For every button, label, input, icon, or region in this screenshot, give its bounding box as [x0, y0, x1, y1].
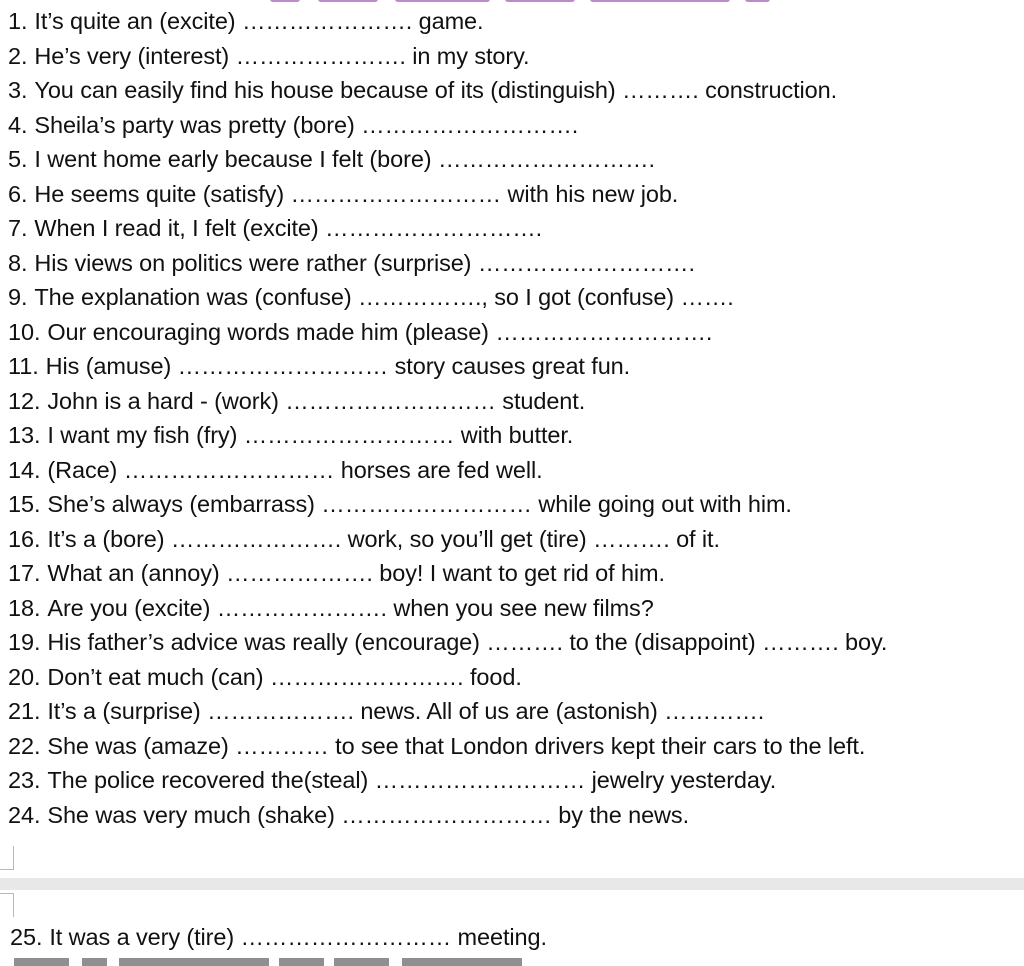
item-text: His (amuse) ……………………… story causes great fun.: [45, 353, 631, 379]
item-number: 24.: [8, 801, 41, 828]
item-text: You can easily find his house because of its (distinguish) ………. construction.: [34, 77, 838, 103]
item-text: It was a very (tire) ……………………… meeting.: [49, 924, 547, 950]
item-text: She’s always (embarrass) ……………………… while going out with him.: [47, 491, 792, 517]
exercise-item-5: [8, 142, 1018, 177]
exercise-item-1: [8, 4, 1018, 39]
item-number: 5.: [8, 146, 28, 172]
item-number: 3.: [8, 77, 28, 103]
item-number: 11.: [8, 353, 39, 379]
item-number: 9.: [8, 284, 28, 310]
item-text: The explanation was (confuse) ……………., so I got (confuse) …….: [34, 284, 734, 310]
item-number: 18.: [8, 594, 41, 621]
exercise-item-8: [8, 246, 1018, 281]
exercise-item-16: [8, 522, 1018, 557]
page-corner-marker: [0, 846, 14, 870]
item-number: 13.: [8, 422, 41, 448]
item-text: He’s very (interest) …………………. in my story.: [34, 42, 530, 69]
item-number: 20.: [8, 663, 41, 690]
exercise-item-21: [8, 694, 1018, 729]
exercise-item-9: [8, 280, 1018, 315]
item-text: Don’t eat much (can) ……………………. food.: [47, 663, 522, 690]
item-number: 15.: [8, 491, 41, 517]
exercise-item-14: [8, 453, 1018, 488]
exercise-item-24: [8, 798, 1018, 833]
exercise-item-11: [8, 349, 1018, 384]
item-text: The police recovered the(steal) ……………………… jewelry yesterday.: [47, 767, 777, 793]
exercise-item-2: [8, 39, 1018, 74]
item-number: 14.: [8, 456, 41, 483]
item-text: John is a hard - (work) ……………………… student.: [47, 387, 586, 414]
item-number: 22.: [8, 732, 41, 759]
exercise-item-20: [8, 660, 1018, 695]
item-number: 8.: [8, 249, 28, 276]
item-number: 2.: [8, 42, 28, 69]
item-text: He seems quite (satisfy) ……………………… with his new job.: [34, 180, 679, 207]
exercise-item-19: [8, 625, 1018, 660]
item-text: I want my fish (fry) ……………………… with butter.: [47, 422, 574, 448]
item-text: It’s a (surprise) ………………. news. All of us are (astonish) ………….: [47, 698, 765, 724]
item-text: His views on politics were rather (surprise) ……………………….: [34, 249, 695, 276]
item-number: 6.: [8, 180, 28, 207]
item-text: It’s quite an (excite) …………………. game.: [34, 8, 484, 34]
cropped-bottom-text: [14, 958, 634, 966]
item-text: When I read it, I felt (excite) ……………………….: [34, 215, 543, 241]
exercise-item-6: [8, 177, 1018, 212]
item-number: 21.: [8, 698, 41, 724]
exercise-list: [8, 4, 1018, 832]
exercise-item-17: [8, 556, 1018, 591]
item-number: 23.: [8, 767, 41, 793]
item-number: 7.: [8, 215, 28, 241]
item-number: 12.: [8, 387, 41, 414]
item-text: Are you (excite) …………………. when you see new films?: [47, 594, 654, 621]
exercise-item-4: [8, 108, 1018, 143]
exercise-item-10: [8, 315, 1018, 350]
exercise-item-13: [8, 418, 1018, 453]
item-text: (Race) ……………………… horses are fed well.: [47, 456, 543, 483]
exercise-item-23: [8, 763, 1018, 798]
item-text: It’s a (bore) …………………. work, so you’ll get (tire) ………. of it.: [47, 525, 720, 552]
item-number: 16.: [8, 525, 41, 552]
item-text: She was (amaze) ………… to see that London drivers kept their cars to the left.: [47, 732, 866, 759]
item-text: She was very much (shake) ……………………… by the news.: [47, 801, 690, 828]
exercise-item-25: [10, 920, 547, 955]
item-number: 19.: [8, 629, 41, 655]
item-number: 25.: [10, 924, 43, 950]
item-text: Our encouraging words made him (please) ……………………….: [47, 318, 713, 345]
exercise-item-18: [8, 591, 1018, 626]
item-text: I went home early because I felt (bore) ……………………….: [34, 146, 655, 172]
exercise-item-12: [8, 384, 1018, 419]
item-number: 17.: [8, 560, 41, 586]
item-number: 4.: [8, 111, 28, 138]
item-number: 1.: [8, 8, 28, 34]
item-text: Sheila’s party was pretty (bore) ……………………….: [34, 111, 579, 138]
exercise-item-7: [8, 211, 1018, 246]
item-text: What an (annoy) ………………. boy! I want to get rid of him.: [47, 560, 665, 586]
item-number: 10.: [8, 318, 41, 345]
exercise-item-22: [8, 729, 1018, 764]
page-break-band: [0, 878, 1024, 890]
exercise-item-15: [8, 487, 1018, 522]
item-text: His father’s advice was really (encourage) ………. to the (disappoint) ………. boy.: [47, 629, 888, 655]
page-corner-marker: [0, 893, 14, 917]
exercise-item-3: [8, 73, 1018, 108]
